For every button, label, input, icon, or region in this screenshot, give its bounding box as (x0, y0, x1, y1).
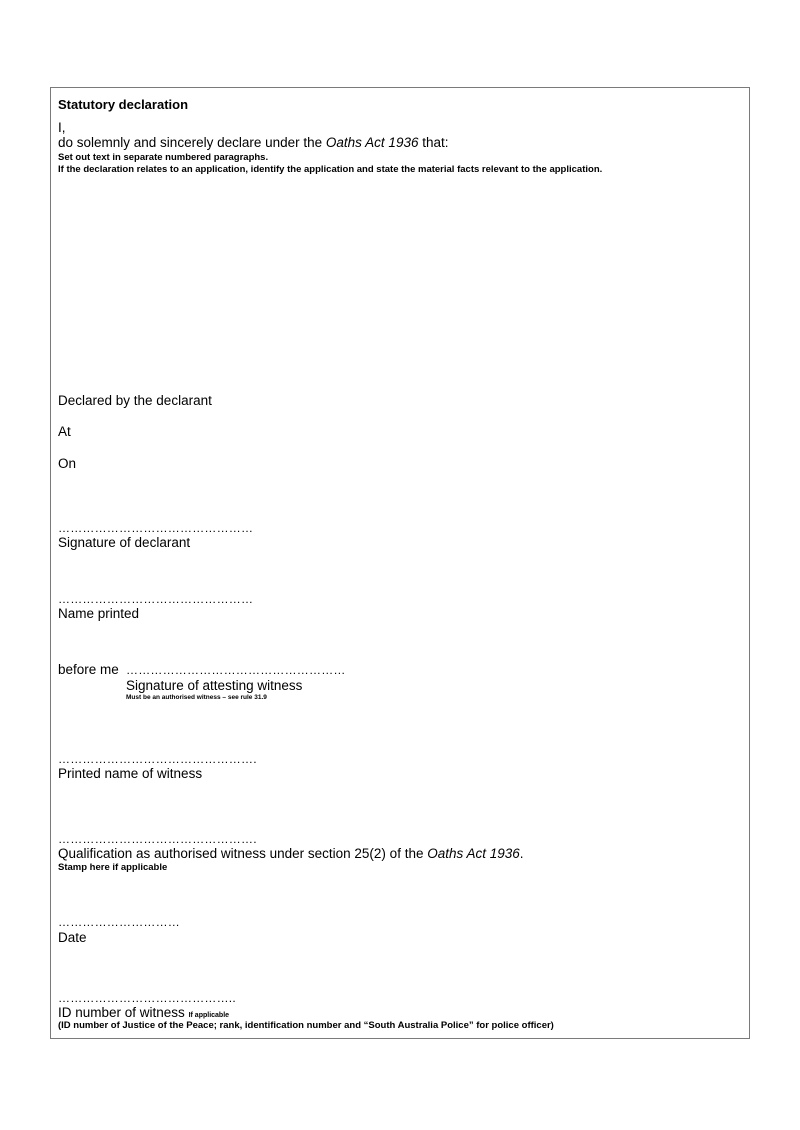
declarant-name-line[interactable]: I, (58, 120, 66, 135)
declaration-prefix: do solemnly and sincerely declare under the (58, 135, 326, 150)
instruction-note-2: If the declaration relates to an application, identify the application and state the material facts relevant to the application. (58, 164, 603, 175)
attesting-signature-line[interactable]: ……………………………………………… (126, 663, 346, 677)
qualification-suffix: . (519, 846, 524, 861)
declaration-statement (58, 135, 449, 151)
qualification-label (58, 846, 524, 862)
form-title: Statutory declaration (58, 97, 189, 112)
witness-id-applicable: If applicable (188, 1012, 230, 1019)
declaration-act: Oaths Act 1936 (325, 135, 419, 150)
at-label: At (58, 424, 71, 439)
declaration-suffix: that: (418, 135, 449, 150)
witness-id-line[interactable]: …………………………………….. (58, 991, 236, 1005)
declarant-signature-line[interactable]: ………………………………………… (58, 521, 254, 535)
qualification-line[interactable]: …………………………………………. (58, 832, 257, 846)
on-label: On (58, 456, 77, 471)
declaration-text-area[interactable] (58, 183, 742, 383)
printed-witness-label: Printed name of witness (58, 766, 203, 781)
witness-id-note: (ID number of Justice of the Peace; rank, identification number and “South Australia Police” for police officer) (58, 1020, 554, 1031)
instruction-note-1: Set out text in separate numbered paragraphs. (58, 152, 269, 163)
printed-witness-line[interactable]: …………………………………………. (58, 752, 257, 766)
date-label: Date (58, 930, 87, 945)
attesting-witness-note: Must be an authorised witness – see rule 31.9 (126, 694, 267, 701)
name-printed-label: Name printed (58, 606, 140, 621)
attesting-signature-label: Signature of attesting witness (126, 678, 303, 693)
date-line[interactable]: ………………………… (58, 915, 180, 929)
stamp-note: Stamp here if applicable (58, 862, 168, 873)
declared-by-label: Declared by the declarant (58, 393, 212, 408)
before-me-label: before me (58, 662, 119, 677)
name-printed-line[interactable]: ………………………………………… (58, 592, 254, 606)
qualification-prefix: Qualification as authorised witness under section 25(2) of the (58, 846, 428, 861)
declarant-signature-label: Signature of declarant (58, 535, 191, 550)
witness-id-text: ID number of witness (58, 1005, 185, 1020)
statutory-declaration-form (50, 87, 750, 1039)
qualification-act: Oaths Act 1936 (427, 846, 520, 861)
